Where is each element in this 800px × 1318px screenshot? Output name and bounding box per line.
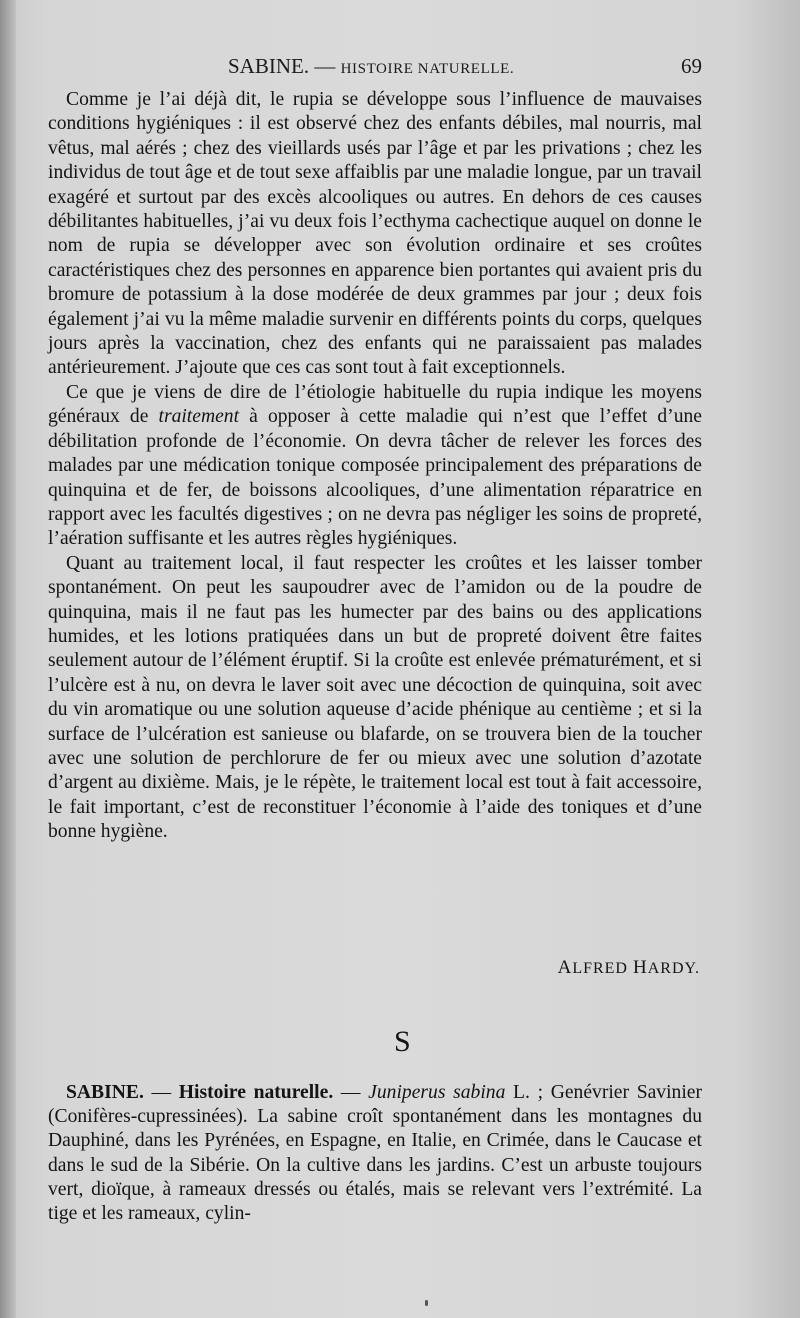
entry-subhead: Histoire naturelle. — [178, 1082, 334, 1103]
page-gutter-shadow — [0, 0, 16, 1318]
running-title-section: HISTOIRE NATURELLE. — [340, 61, 515, 77]
dictionary-entry — [48, 1081, 702, 1226]
running-header — [48, 54, 702, 86]
italic-term: traitement — [158, 406, 240, 428]
page-number: 69 — [681, 54, 702, 78]
ink-speck — [425, 1300, 428, 1306]
signature-text: LFRED — [572, 960, 628, 977]
article-body — [48, 88, 702, 845]
paragraph-local-treatment: Quant au traitement local, il faut respecter les croûtes et les laisser tomber spontanément. On peut les saupoudrer avec de l’amidon ou de la poudre de quinquina, mais il ne faut pas les humecter par des bains ou des applications humides, et les lotions pratiquées dans un but de propreté doivent être faites seulement autour de l’élément éruptif. Si la croûte est enlevée prématurément, et si l’ulcère est à nu, on devra le laver soit avec une décoction de quinquina, soit avec du vin aromatique ou une solution aqueuse d’acide phénique au centième ; et si la surface de l’ulcération est sanieuse ou blafarde, on se trouvera bien de la toucher avec une solution de perchlorure de fer ou mieux avec une solution d’azotate d’argent au dixième. Mais, je le répète, le traitement local est tout à fait accessoire, le fait important, c’est de reconstituer l’économie à l’aide des toniques et d’une bonne hygiène. — [48, 552, 702, 843]
running-title — [228, 54, 514, 79]
entry-dash: — — [143, 1082, 179, 1103]
entry-paragraph — [48, 1081, 702, 1226]
paragraph-text: Ce que je viens de dire de l’étiologie habituelle du rupia indique les moyens généraux de — [48, 381, 702, 428]
entry-text: L. ; Genévrier Savinier (Conifères-cupressinées). La sabine croît spontanément dans les montagnes du Dauphiné, dans les Pyrénées, en Espagne, en Italie, en Crimée, dans le Caucase et dans le sud de la Sibérie. On la cultive dans les jardins. C’est un arbuste toujours vert, dioïque, à rameaux dressés ou étalés, mais se relevant vers l’extrémité. La tige et les rameaux, cylin- — [48, 1082, 702, 1225]
entry-latin-name: Juniperus sabina — [368, 1082, 506, 1103]
entry-headword: SABINE. — [66, 1082, 144, 1103]
paragraph-text: à opposer à cette maladie qui n’est que l’effet d’une débilitation profonde de l’économie. On devra tâcher de relever les forces des malades par une médication tonique composée principalement des préparations de quinquina et de fer, de boissons alcooliques, d’une alimentation réparatrice en rapport avec les facultés digestives ; on ne devra pas négliger les soins de propreté, l’aération suffisante et les autres règles hygiéniques. — [48, 406, 702, 550]
author-signature — [558, 957, 700, 979]
entry-dash: — — [333, 1082, 369, 1103]
running-title-dash: — — [314, 54, 336, 78]
signature-initial: A — [557, 957, 573, 978]
signature-text: ARDY. — [647, 960, 700, 977]
signature-initial: H — [632, 957, 648, 978]
paragraph-etiology: Comme je l’ai déjà dit, le rupia se développe sous l’influence de mauvaises conditions hygiéniques : il est observé chez des enfants débiles, mal nourris, mal vêtus, mal aérés ; chez des vieillards usés par l’âge et par les privations ; chez les individus de tout âge et de tout sexe affaiblis par une maladie longue, par un travail exagéré et surtout par des excès alcooliques ou autres. En dehors de ces causes débilitantes habituelles, j’ai vu deux fois l’ecthyma cachectique auquel on donne le nom de rupia se développer avec son évolution ordinaire et ses croûtes caractéristiques chez des personnes en apparence bien portantes qui avaient pris du bromure de potassium à la dose modérée de deux grammes par jour ; deux fois également j’ai vu la même maladie survenir en différents points du corps, quelques jours après la vaccination, chez des enfants qui ne paraissaient pas malades antérieurement. J’ajoute que ces cas sont tout à fait exceptionnels. — [48, 89, 702, 379]
paragraph-general-treatment — [48, 381, 702, 552]
section-letter: S — [394, 1025, 411, 1058]
running-title-word: SABINE. — [228, 54, 310, 78]
